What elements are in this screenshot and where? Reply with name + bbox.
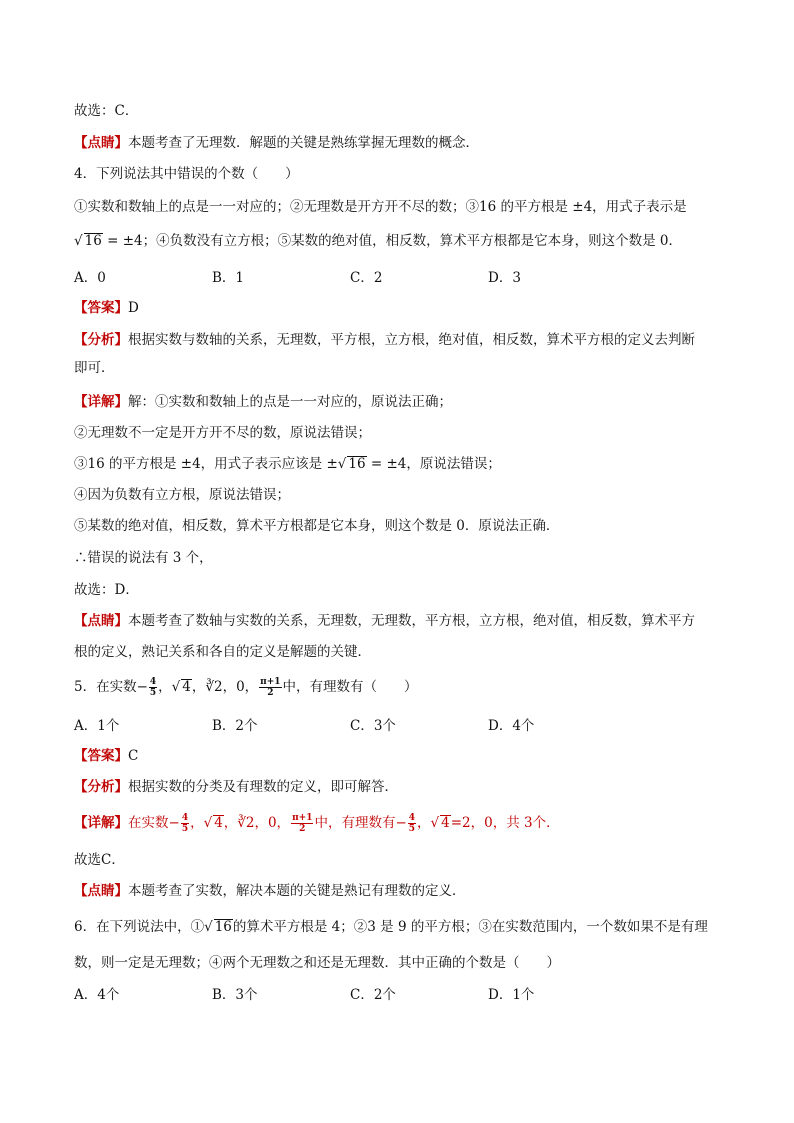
analysis-line-q5: 【分析】根据实数的分类及有理数的定义，即可解答． [74, 779, 398, 795]
analysis-line-q4-1: 【分析】根据实数与数轴的关系，无理数，平方根，立方根，绝对值，相反数，算术平方根的定义去判断 [74, 332, 695, 348]
detail-line-q4-1: 【详解】解：①实数和数轴上的点是一一对应的，原说法正确； [74, 394, 452, 410]
option-b: B．3个 [212, 987, 258, 1003]
option-b: B．2个 [212, 718, 258, 734]
detail-line-q4-3: ③16 的平方根是 ±4，用式子表示应该是 ±√ 16 = ±4，原说法错误； [74, 456, 501, 472]
detail-line-q4-4: ④因为负数有立方根，原说法错误； [74, 487, 290, 503]
detail-line-q5: 【详解】在实数− $\frac{4}{5}$ ，√ 4，∛2，0， $\frac{\pi+1}{2}$ 中，有理数有− $\frac{4}{5}$ ，√ 4=2，0，共 3个． [74, 813, 560, 834]
option-a: A．1个 [74, 718, 120, 734]
option-d: D．4个 [488, 718, 535, 734]
choose-line-q5: 故选C． [74, 852, 125, 868]
note-line-q4-1: 【点睛】本题考查了数轴与实数的关系，无理数，无理数，平方根，立方根，绝对值，相反数，算术平方 [74, 613, 695, 629]
answer-line-q5: 【答案】C [74, 748, 139, 764]
option-d: D．3 [488, 270, 521, 286]
question-5-options [74, 716, 734, 736]
option-c: C．2个 [350, 987, 396, 1003]
fraction: $\frac{\pi+1}{2}$ [260, 677, 281, 698]
question-4-statements-1: ①实数和数轴上的点是一一对应的；②无理数是开方开不尽的数；③16 的平方根是 ±4，用式子表示是 [74, 199, 687, 215]
option-b: B．1 [212, 270, 245, 286]
option-c: C．3个 [350, 718, 396, 734]
note-line-q5: 【点睛】本题考查了实数，解决本题的关键是熟记有理数的定义． [74, 883, 466, 899]
note-line-q4-2: 根的定义，熟记关系和各自的定义是解题的关键． [74, 644, 371, 660]
question-4-statements-2: √ 16 = ±4；④负数没有立方根；⑤某数的绝对值，相反数，算术平方根都是它本身，则这个数是 0． [74, 233, 682, 249]
question-5-stem: 5．在实数− $\frac{4}{5}$ ，√ 4，∛2，0， $\frac{\pi+1}{2}$ 中，有理数有（ ） [74, 677, 418, 698]
detail-line-q4-6: ∴错误的说法有 3 个， [74, 550, 213, 566]
note-line-q3: 【点睛】本题考查了无理数．解题的关键是熟练掌握无理数的概念． [74, 135, 479, 151]
choose-line-q4: 故选：D． [74, 582, 139, 598]
question-6-options [74, 985, 734, 1005]
fraction: $\frac{4}{5}$ [149, 677, 157, 698]
question-4-stem: 4．下列说法其中错误的个数（ ） [74, 166, 299, 182]
detail-line-q4-2: ②无理数不一定是开方开不尽的数，原说法错误； [74, 425, 371, 441]
option-d: D．1个 [488, 987, 535, 1003]
option-c: C．2 [350, 270, 383, 286]
choose-line-q3: 故选：C． [74, 103, 139, 119]
question-6-line-2: 数，则一定是无理数；④两个无理数之和还是无理数．其中正确的个数是（ ） [74, 955, 560, 971]
option-a: A．0 [74, 270, 106, 286]
option-a: A．4个 [74, 987, 120, 1003]
analysis-line-q4-2: 即可． [74, 360, 115, 376]
detail-line-q4-5: ⑤某数的绝对值，相反数，算术平方根都是它本身，则这个数是 0．原说法正确． [74, 518, 560, 534]
answer-line-q4: 【答案】D [74, 300, 139, 316]
sqrt-radicand: 16 [84, 233, 102, 249]
question-4-options [74, 268, 734, 288]
question-6-line-1: 6．在下列说法中，①√ 16的算术平方根是 4；②3 是 9 的平方根；③在实数范围内，一个数如果不是有理 [74, 919, 708, 935]
